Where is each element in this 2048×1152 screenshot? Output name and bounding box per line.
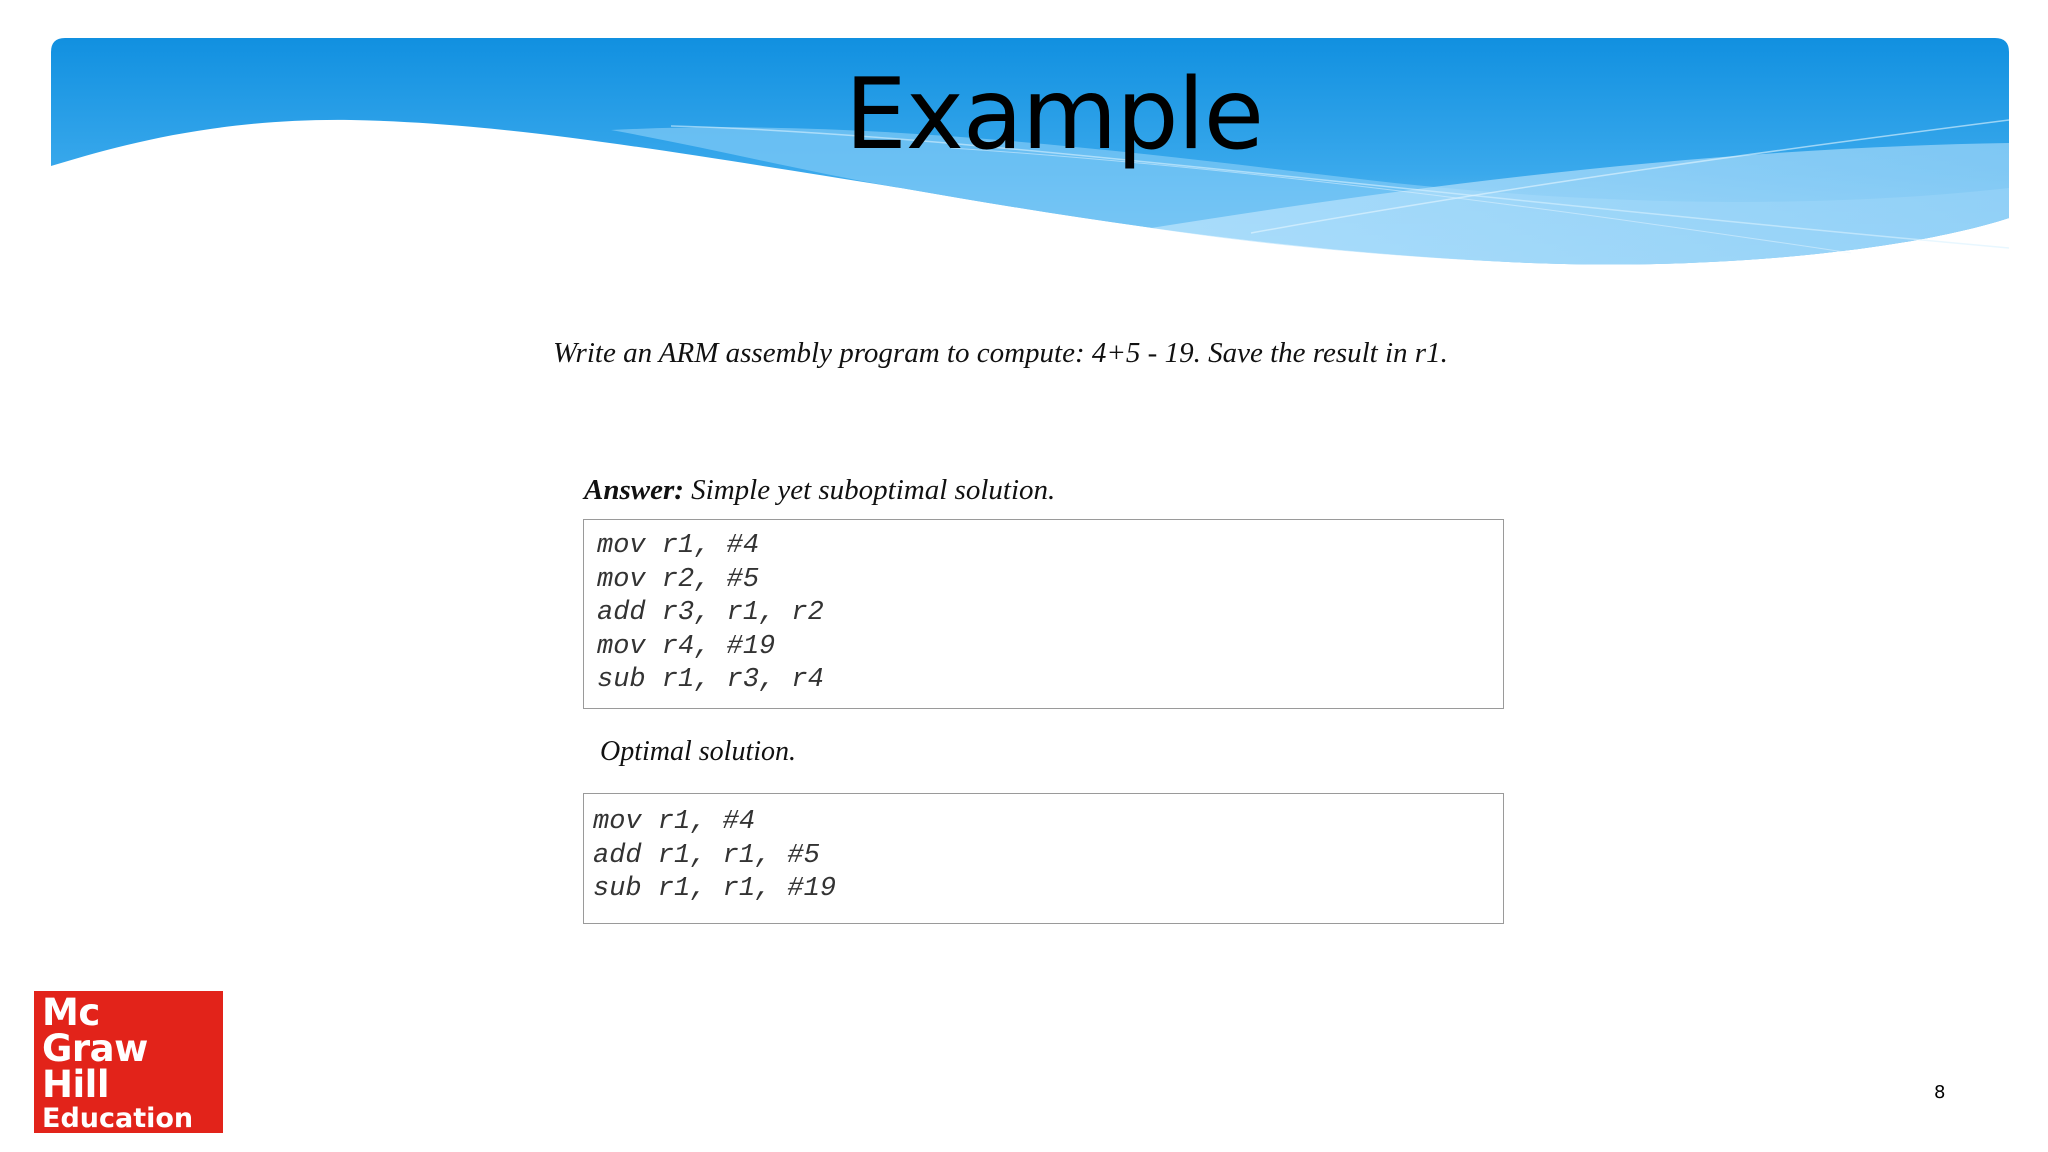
code-line: sub r1, r1, #19	[593, 874, 837, 904]
answer-label: Answer:	[584, 474, 684, 506]
code-line: mov r2, #5	[597, 564, 760, 595]
answer-heading	[584, 472, 1055, 508]
mcgraw-hill-logo	[34, 991, 223, 1133]
question-text: Write an ARM assembly program to compute: 4+5 - 19. Save the result in r1.	[553, 337, 1448, 369]
logo-subtitle: Education	[42, 1103, 194, 1134]
logo-line: Mc	[42, 991, 100, 1034]
code-line: mov r1, #4	[593, 807, 756, 837]
page-number: 8	[1934, 1082, 1946, 1103]
optimal-heading: Optimal solution.	[600, 736, 797, 767]
code-line: add r3, r1, r2	[597, 598, 824, 628]
code-line: mov r1, #4	[597, 531, 760, 561]
optimal-code-block	[583, 793, 1504, 924]
simple-code-block	[583, 519, 1504, 709]
slide-title: Example	[844, 58, 1264, 172]
logo-line: Graw	[42, 1027, 148, 1070]
code-line: sub r1, r3, r4	[597, 665, 824, 695]
answer-description: Simple yet suboptimal solution.	[683, 474, 1056, 506]
code-line: mov r4, #19	[597, 631, 776, 662]
logo-line: Hill	[42, 1063, 110, 1106]
code-line: add r1, r1, #5	[593, 840, 820, 871]
